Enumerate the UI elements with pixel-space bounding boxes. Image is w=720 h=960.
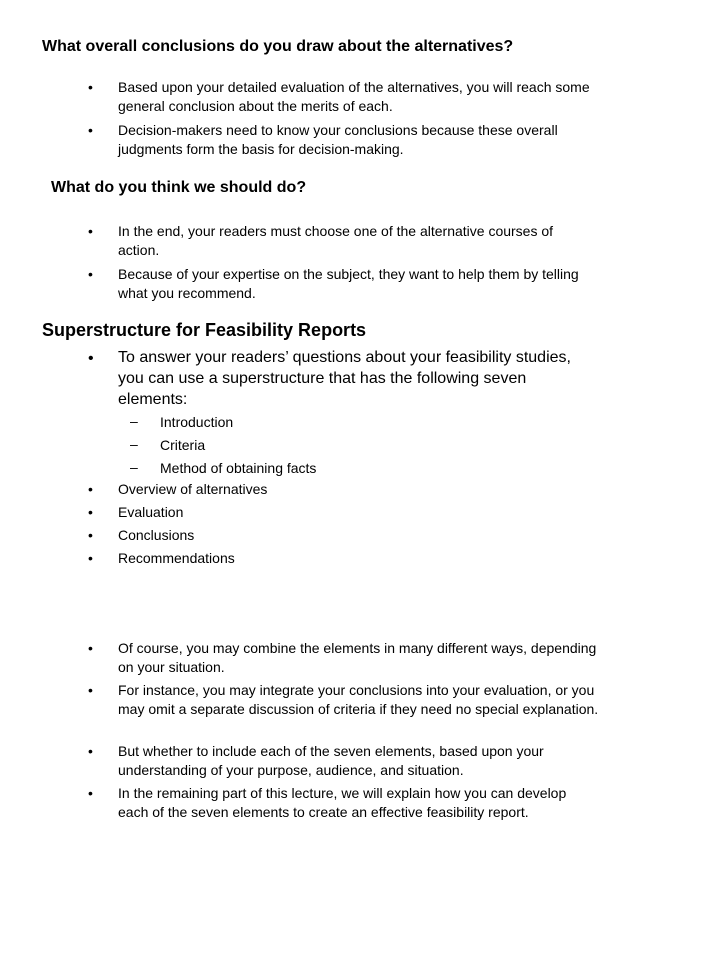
dash-marker: –: [130, 436, 138, 452]
bullet-text: For instance, you may integrate your conclusions into your evaluation, or you may omit a separate discussion of criteria if they need no special explanation.: [118, 682, 599, 717]
dash-marker: –: [130, 413, 138, 429]
bullet-text: Of course, you may combine the elements in many different ways, depending on your situation.: [118, 640, 597, 675]
bullet-marker: •: [88, 504, 93, 520]
heading-conclusions: What overall conclusions do you draw about the alternatives?: [42, 38, 514, 55]
item-overview: Overview of alternatives: [118, 481, 268, 497]
bullet-marker: •: [88, 122, 93, 138]
bullet-marker: •: [88, 79, 93, 95]
item-conclusions: Conclusions: [118, 527, 195, 543]
bullet-marker: •: [88, 223, 93, 239]
sub-item-method: Method of obtaining facts: [160, 460, 317, 476]
sub-item-criteria: Criteria: [160, 437, 206, 453]
bullet-marker: •: [88, 527, 93, 543]
superstructure-intro: To answer your readers’ questions about your feasibility studies, you can use a superstructure that has the following seven elements:: [118, 349, 571, 408]
bullet-text: Because of your expertise on the subject, they want to help them by telling what you recommend.: [118, 266, 579, 301]
bullet-text: Based upon your detailed evaluation of the alternatives, you will reach some general conclusion about the merits of each.: [118, 79, 590, 114]
bullet-marker: •: [88, 550, 93, 566]
bullet-marker: •: [88, 640, 93, 656]
bullet-marker: •: [88, 743, 93, 759]
bullet-marker: •: [88, 266, 93, 282]
bullet-marker: •: [88, 481, 93, 497]
bullet-marker: •: [88, 785, 93, 801]
bullet-text: Decision-makers need to know your conclusions because these overall judgments form the basis for decision-making.: [118, 122, 558, 157]
bullet-marker: •: [88, 682, 93, 698]
item-evaluation: Evaluation: [118, 504, 184, 520]
bullet-text: In the remaining part of this lecture, we will explain how you can develop each of the seven elements to create an effective feasibility report.: [118, 785, 567, 820]
item-recommendations: Recommendations: [118, 550, 235, 566]
bullet-text: But whether to include each of the seven elements, based upon your understanding of your purpose, audience, and situation.: [118, 743, 544, 778]
dash-marker: –: [130, 459, 138, 475]
bullet-marker: •: [88, 350, 94, 367]
heading-recommendation: What do you think we should do?: [51, 179, 307, 196]
sub-item-introduction: Introduction: [160, 414, 234, 430]
bullet-text: In the end, your readers must choose one of the alternative courses of action.: [118, 223, 554, 258]
heading-superstructure: Superstructure for Feasibility Reports: [42, 320, 367, 340]
